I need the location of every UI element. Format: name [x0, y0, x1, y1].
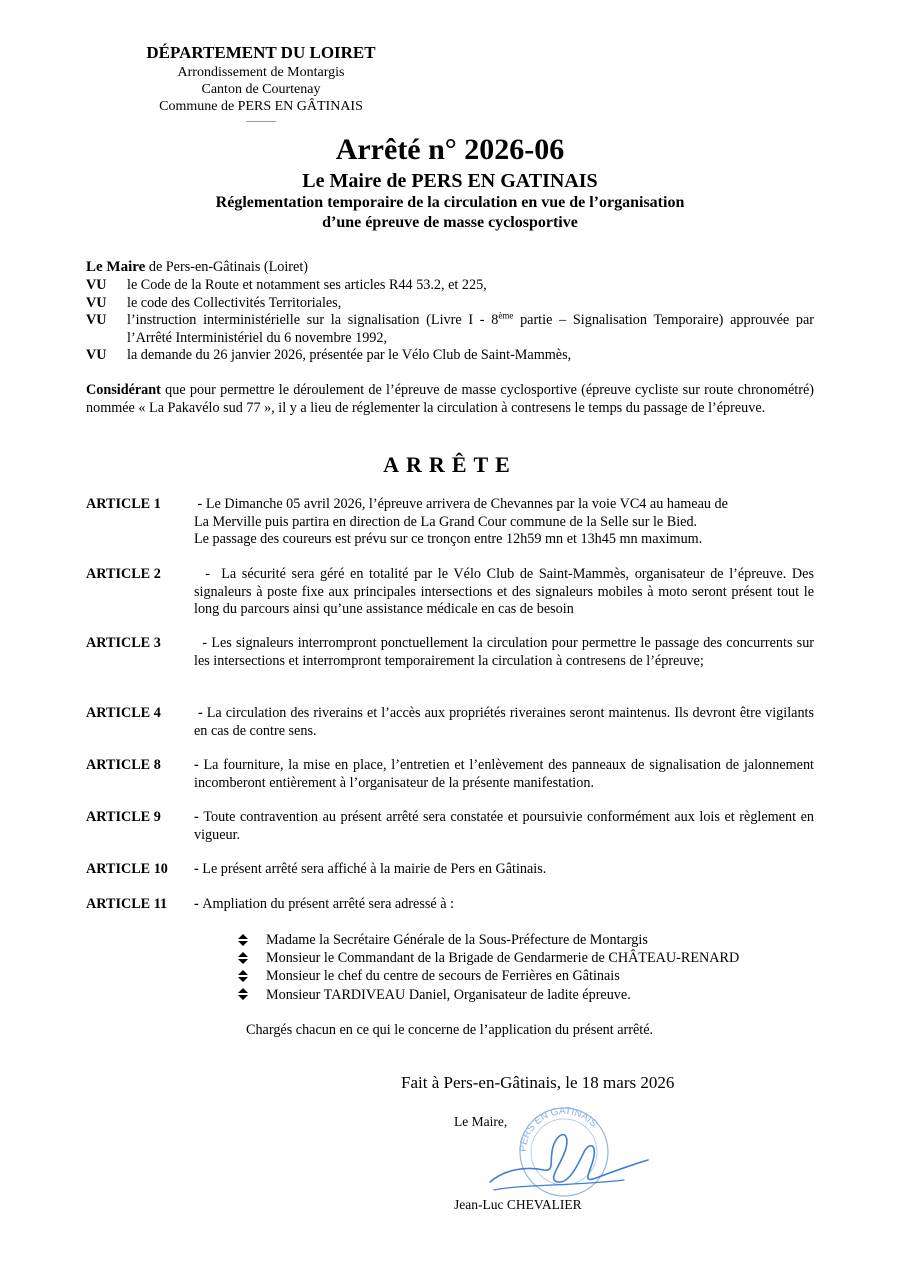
vu-text: la demande du 26 janvier 2026, présentée par le Vélo Club de Saint-Mammès,	[127, 347, 572, 364]
vu-item	[86, 277, 814, 295]
article-11	[86, 896, 814, 914]
arrondissement: Arrondissement de Montargis	[177, 65, 345, 80]
vu-text-part: l’instruction interministérielle sur la signalisation (Livre I - 8	[127, 312, 499, 329]
article-dash: -	[194, 705, 207, 721]
article-text	[194, 809, 814, 844]
title-object-line-1: Réglementation temporaire de la circulation en vue de l’organisation	[215, 194, 685, 211]
article-dash: -	[194, 896, 203, 912]
recipient-text: Monsieur le chef du centre de secours de Ferrières en Gâtinais	[266, 968, 620, 985]
page-title: Arrêté n° 2026-06	[335, 133, 565, 166]
vu-text: le code des Collectivités Territoriales,	[127, 294, 342, 311]
considerant-paragraph	[86, 382, 814, 417]
article-text	[194, 861, 814, 879]
article-label: ARTICLE 2	[86, 566, 161, 582]
article-1	[86, 496, 814, 549]
article-text	[194, 705, 814, 740]
vu-superscript: ème	[498, 310, 514, 321]
article-body: Le présent arrêté sera affiché à la mairie de Pers en Gâtinais.	[202, 861, 547, 877]
maire-line	[86, 259, 814, 277]
article-label: ARTICLE 8	[86, 757, 161, 773]
title-object-line-2: d’une épreuve de masse cyclosportive	[322, 214, 578, 231]
recipient-list	[238, 931, 739, 1004]
article-label: ARTICLE 11	[86, 896, 168, 912]
article-text: - Les signaleurs interrompront ponctuellement la circulation pour permettre le passage des concurrents sur les intersections et interrompront temporairement la circulation à contresens de l’épreuve;	[194, 635, 818, 669]
considerant-text: que pour permettre le déroulement de l’épreuve de masse cyclosportive (épreuve cycliste sur route chronométré) nommée « La Pakavélo sud 77 », il y a lieu de réglementer la circulation à contresens le temps du passage de l’épreuve.	[86, 382, 814, 416]
mayor-stamp-signature	[484, 1100, 654, 1205]
article-8	[86, 757, 814, 792]
article-label: ARTICLE 3	[86, 635, 161, 651]
article-text: - La sécurité sera géré en totalité par le Vélo Club de Saint-Mammès, organisateur de l’épreuve. Des signaleurs à poste fixe aux principales intersections et des signaleurs mobiles à moto seront présent tout le long du parcours ainsi qu’une assistance médicale en cas de besoin	[194, 566, 818, 618]
vu-item	[86, 312, 814, 347]
article-line: - Le Dimanche 05 avril 2026, l’épreuve arrivera de Chevannes par la voie VC4 au hameau de	[194, 496, 728, 512]
vu-label: VU	[86, 294, 107, 311]
article-label: ARTICLE 4	[86, 705, 161, 721]
department-title: DÉPARTEMENT DU LOIRET	[146, 43, 376, 62]
article-label: ARTICLE 1	[86, 496, 161, 512]
letterhead	[128, 42, 394, 122]
article-label: ARTICLE 10	[86, 861, 168, 877]
fait-a-line: Fait à Pers-en-Gâtinais, le 18 mars 2026	[401, 1073, 675, 1092]
article-body: La circulation des riverains et l’accès aux propriétés riveraines seront maintenus. Ils devront être vigilants en cas de contre sens.	[194, 705, 814, 739]
vu-item	[86, 347, 814, 365]
list-item	[238, 931, 739, 949]
article-2	[86, 566, 818, 619]
article-body: La fourniture, la mise en place, l’entretien et l’enlèvement des panneaux de signalisation de jalonnement incomberont entièrement à l’organisateur de la présente manifestation.	[194, 757, 814, 791]
article-label: ARTICLE 9	[86, 809, 161, 825]
title-maire: Le Maire de PERS EN GATINAIS	[302, 170, 598, 192]
recipient-text: Madame la Secrétaire Générale de la Sous-Préfecture de Montargis	[266, 932, 648, 948]
considerant-label: Considérant	[86, 382, 161, 398]
signatory-name: Jean-Luc CHEVALIER	[454, 1197, 582, 1212]
article-9	[86, 809, 814, 844]
article-line: Le passage des coureurs est prévu sur ce tronçon entre 12h59 mn et 13h45 mn maximum.	[194, 531, 703, 548]
canton: Canton de Courtenay	[201, 82, 321, 97]
recipient-text: Monsieur le Commandant de la Brigade de Gendarmerie de CHÂTEAU-RENARD	[266, 950, 740, 967]
article-dash: -	[194, 809, 204, 825]
article-text	[194, 757, 814, 792]
header-divider	[246, 121, 276, 122]
stamp-text: PERS EN GATINAIS	[517, 1105, 599, 1153]
diamond-arrow-bullet-icon	[238, 934, 266, 947]
vu-list	[86, 277, 814, 365]
article-text	[194, 896, 814, 914]
vu-text: le Code de la Route et notamment ses articles R44 53.2, et 225,	[127, 277, 487, 293]
article-body: Ampliation du présent arrêté sera adressé à :	[202, 896, 455, 912]
vu-label: VU	[86, 277, 107, 293]
list-item	[238, 986, 739, 1004]
list-item	[238, 949, 739, 967]
article-10	[86, 861, 814, 879]
article-dash: -	[194, 861, 203, 877]
article-3	[86, 635, 818, 670]
article-body: Toute contravention au présent arrêté sera constatée et poursuivie conformément aux lois et règlement en vigueur.	[194, 809, 814, 843]
vu-item	[86, 295, 814, 313]
recipient-text: Monsieur TARDIVEAU Daniel, Organisateur de ladite épreuve.	[266, 986, 631, 1003]
vu-text-part: partie – Signalisation Temporaire) approuvée par l’Arrêté Interministériel du 6 novembre 1992,	[127, 312, 815, 346]
diamond-arrow-bullet-icon	[238, 988, 266, 1001]
commune: Commune de PERS EN GÂTINAIS	[159, 99, 363, 114]
maire-label: Le Maire	[86, 259, 146, 275]
diamond-arrow-bullet-icon	[238, 952, 266, 965]
list-item	[238, 967, 739, 985]
signature-stroke	[490, 1135, 648, 1182]
article-line: La Merville puis partira en direction de La Grand Cour commune de la Selle sur le Bied.	[194, 513, 698, 530]
article-4	[86, 705, 814, 740]
title-block	[0, 132, 900, 233]
vu-text	[127, 312, 814, 347]
vu-label: VU	[86, 312, 107, 329]
charges-line: Chargés chacun en ce qui le concerne de l’application du présent arrêté.	[246, 1022, 654, 1038]
diamond-arrow-bullet-icon	[238, 970, 266, 983]
article-dash: -	[194, 757, 204, 773]
signature-role: Le Maire,	[454, 1114, 508, 1129]
maire-commune: de Pers-en-Gâtinais (Loiret)	[145, 259, 308, 275]
article-text	[194, 496, 814, 549]
vu-label: VU	[86, 347, 107, 364]
arrete-heading: ARRÊTE	[383, 452, 517, 477]
